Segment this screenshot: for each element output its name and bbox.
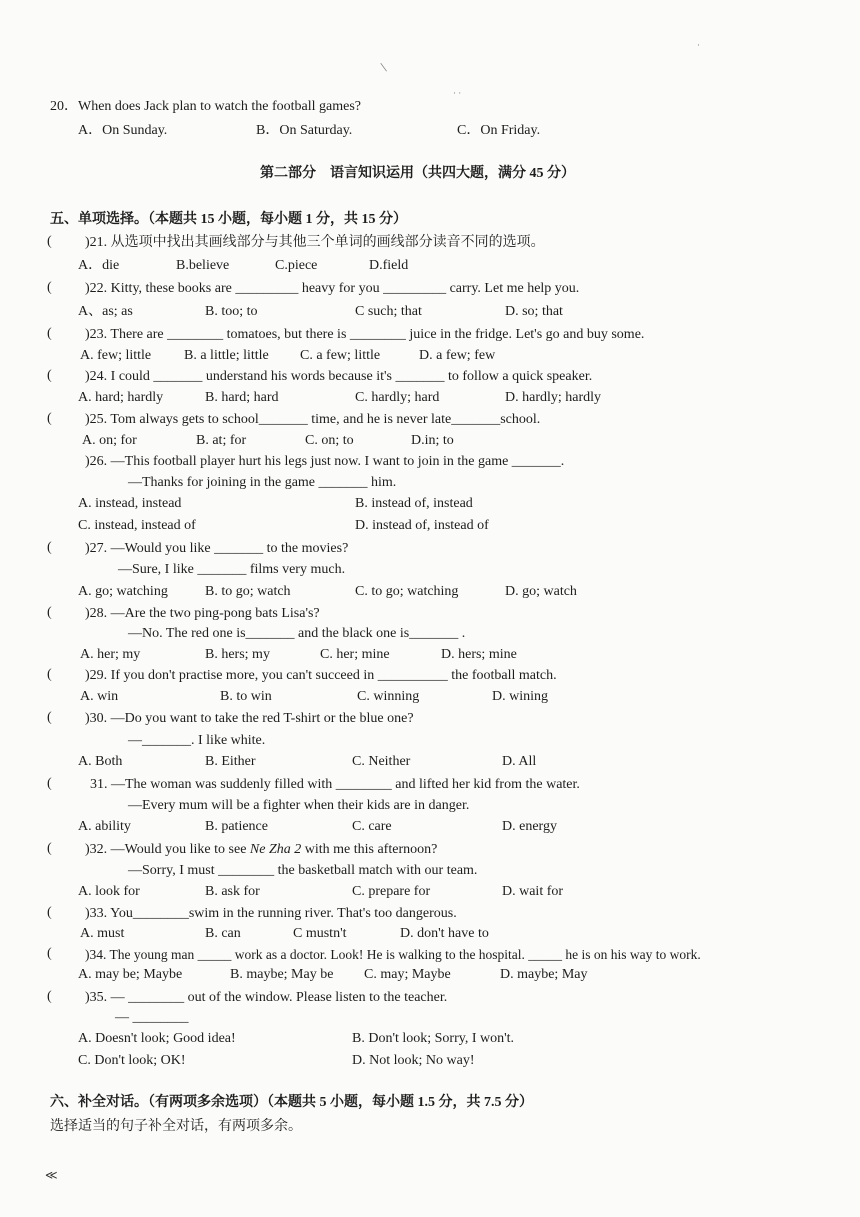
q32-option-a: A. look for	[78, 884, 140, 899]
q32-option-c: C. prepare for	[352, 884, 431, 899]
q22-option-c: C such; that	[355, 304, 422, 319]
q31-option-a: A. ability	[78, 819, 131, 834]
answer-paren: (	[47, 540, 52, 555]
q31-stem-reply: —Every mum will be a fighter when their kids are in danger.	[128, 798, 470, 813]
q34-option-a: A. may be; Maybe	[78, 967, 183, 982]
q25-option-b: B. at; for	[196, 433, 247, 448]
q25-option-d: D.in; to	[411, 433, 454, 448]
q23-option-b: B. a little; little	[184, 348, 269, 363]
q31-option-d: D. energy	[502, 819, 557, 834]
q29-option-b: B. to win	[220, 689, 272, 704]
q20-option-c: C．On Friday.	[457, 123, 541, 138]
q23-option-a: A. few; little	[80, 348, 152, 363]
q32-option-b: B. ask for	[205, 884, 260, 899]
q20-option-b: B．On Saturday.	[256, 123, 353, 138]
section6-title: 六、补全对话。（有两项多余选项）（本题共 5 小题，每小题 1.5 分，共 7.5 分）	[50, 1095, 533, 1110]
q24-option-b: B. hard; hard	[205, 390, 279, 405]
section6-instruction: 选择适当的句子补全对话，有两项多余。	[50, 1119, 302, 1134]
q30-stem-reply: —_______. I like white.	[128, 733, 266, 748]
q34-stem: )34. The young man _____ work as a doctor. Look! He is walking to the hospital. _____ he is on his way to work.	[85, 947, 701, 962]
q33-option-c: C mustn't	[293, 926, 347, 941]
q28-option-a: A. her; my	[80, 647, 141, 662]
q33-option-a: A. must	[80, 926, 125, 941]
q27-stem-reply: —Sure, I like _______ films very much.	[118, 562, 346, 577]
q33-option-b: B. can	[205, 926, 241, 941]
section5-title: 五、单项选择。（本题共 15 小题，每小题 1 分，共 15 分）	[50, 212, 407, 227]
q29-option-c: C. winning	[357, 689, 420, 704]
q34-option-b: B. maybe; May be	[230, 967, 334, 982]
scan-dot: · ·	[453, 88, 462, 98]
q32-stem-reply: —Sorry, I must ________ the basketball match with our team.	[128, 863, 478, 878]
q21-stem: )21. 从选项中找出其画线部分与其他三个单词的画线部分读音不同的选项。	[85, 235, 545, 250]
q22-option-d: D. so; that	[505, 304, 563, 319]
q20-stem: 20．When does Jack plan to watch the football games?	[50, 99, 362, 114]
q35-option-b: B. Don't look; Sorry, I won't.	[352, 1031, 515, 1046]
q27-option-b: B. to go; watch	[205, 584, 291, 599]
q28-stem: )28. —Are the two ping-pong bats Lisa's?	[85, 606, 320, 621]
q30-option-c: C. Neither	[352, 754, 411, 769]
q21-option-c: C.piece	[275, 258, 318, 273]
q31-option-b: B. patience	[205, 819, 268, 834]
pen-mark: /	[377, 61, 392, 74]
q28-option-b: B. hers; my	[205, 647, 270, 662]
q25-option-c: C. on; to	[305, 433, 354, 448]
q25-option-a: A. on; for	[82, 433, 137, 448]
q21-option-a: A．die	[78, 258, 120, 273]
answer-paren: (	[47, 280, 52, 295]
q25-stem: )25. Tom always gets to school_______ time, and he is never late_______school.	[85, 412, 541, 427]
answer-paren: (	[47, 989, 52, 1004]
answer-paren: (	[47, 326, 52, 341]
answer-paren: (	[47, 234, 52, 249]
q30-option-d: D. All	[502, 754, 537, 769]
scan-dot: ·	[697, 40, 700, 50]
q23-option-d: D. a few; few	[419, 348, 496, 363]
q28-option-d: D. hers; mine	[441, 647, 517, 662]
q34-option-c: C. may; Maybe	[364, 967, 451, 982]
answer-paren: (	[47, 841, 52, 856]
q22-stem: )22. Kitty, these books are _________ heavy for you _________ carry. Let me help you.	[85, 281, 580, 296]
q26-stem-reply: —Thanks for joining in the game _______ him.	[128, 475, 397, 490]
answer-paren: (	[47, 368, 52, 383]
q24-option-a: A. hard; hardly	[78, 390, 164, 405]
film-title: Ne Zha 2	[249, 842, 302, 857]
q21-option-d: D.field	[369, 258, 409, 273]
answer-paren: (	[47, 946, 52, 961]
q26-option-a: A. instead, instead	[78, 496, 182, 511]
q30-option-b: B. Either	[205, 754, 256, 769]
q21-option-b: B.believe	[176, 258, 230, 273]
q35-stem: )35. — ________ out of the window. Please listen to the teacher.	[85, 990, 448, 1005]
q26-stem: )26. —This football player hurt his legs just now. I want to join in the game _______.	[85, 454, 565, 469]
q26-option-b: B. instead of, instead	[355, 496, 473, 511]
answer-paren: (	[47, 905, 52, 920]
q31-stem: 31. —The woman was suddenly filled with ________ and lifted her kid from the water.	[90, 777, 580, 792]
q23-option-c: C. a few; little	[300, 348, 381, 363]
q29-option-a: A. win	[80, 689, 119, 704]
q34-option-d: D. maybe; May	[500, 967, 588, 982]
q28-stem-reply: —No. The red one is_______ and the black one is_______ .	[128, 626, 466, 641]
q29-option-d: D. wining	[492, 689, 548, 704]
q24-option-d: D. hardly; hardly	[505, 390, 602, 405]
q35-option-c: C. Don't look; OK!	[78, 1053, 186, 1068]
q30-stem: )30. —Do you want to take the red T-shirt or the blue one?	[85, 711, 414, 726]
q26-option-d: D. instead of, instead of	[355, 518, 489, 533]
q32-stem: )32. —Would you like to see Ne Zha 2 with me this afternoon?	[85, 842, 438, 857]
q30-option-a: A. Both	[78, 754, 123, 769]
q24-option-c: C. hardly; hard	[355, 390, 440, 405]
q27-option-d: D. go; watch	[505, 584, 577, 599]
answer-paren: (	[47, 776, 52, 791]
q26-option-c: C. instead, instead of	[78, 518, 196, 533]
q33-stem: )33. You________swim in the running river. That's too dangerous.	[85, 906, 457, 921]
q24-stem: )24. I could _______ understand his words because it's _______ to follow a quick speaker.	[85, 369, 593, 384]
q28-option-c: C. her; mine	[320, 647, 390, 662]
q35-option-d: D. Not look; No way!	[352, 1053, 475, 1068]
q33-option-d: D. don't have to	[400, 926, 489, 941]
q22-option-b: B. too; to	[205, 304, 258, 319]
q27-stem: )27. —Would you like _______ to the movies?	[85, 541, 349, 556]
q35-option-a: A. Doesn't look; Good idea!	[78, 1031, 236, 1046]
answer-paren: (	[47, 710, 52, 725]
q27-option-a: A. go; watching	[78, 584, 168, 599]
scan-scribble: ≪	[45, 1168, 58, 1182]
q35-stem-reply: — ________	[115, 1010, 189, 1025]
answer-paren: (	[47, 605, 52, 620]
answer-paren: (	[47, 667, 52, 682]
q31-option-c: C. care	[352, 819, 392, 834]
q27-option-c: C. to go; watching	[355, 584, 459, 599]
q22-option-a: A、as; as	[78, 304, 133, 319]
part2-header: 第二部分 语言知识运用（共四大题，满分 45 分）	[260, 166, 575, 181]
answer-paren: (	[47, 411, 52, 426]
q32-option-d: D. wait for	[502, 884, 564, 899]
q23-stem: )23. There are ________ tomatoes, but there is ________ juice in the fridge. Let's go and buy some.	[85, 327, 645, 342]
q29-stem: )29. If you don't practise more, you can't succeed in __________ the football match.	[85, 668, 557, 683]
q20-option-a: A．On Sunday.	[78, 123, 168, 138]
